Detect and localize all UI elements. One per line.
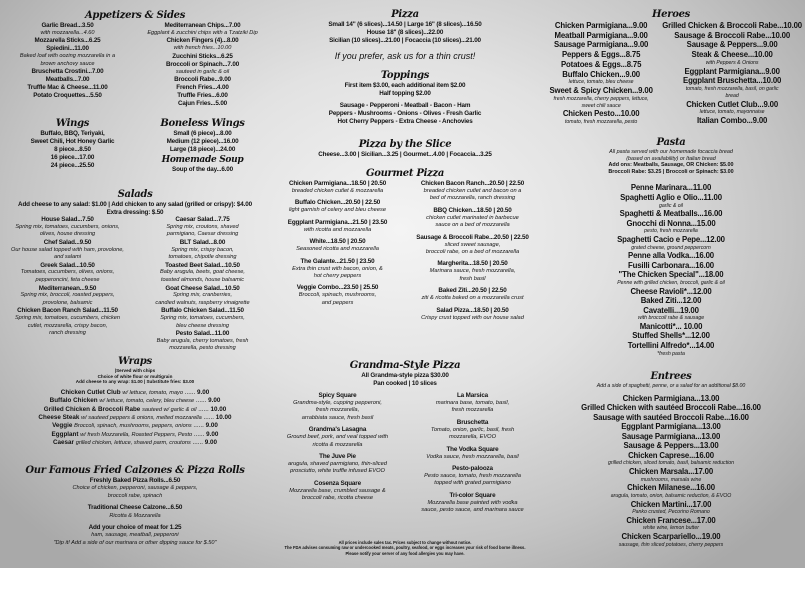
menu-item: Margherita...18.50 | 20.50	[437, 260, 508, 268]
menu-item: Sausage & Broccoli Rabe...10.00	[674, 30, 791, 40]
item-description: Ricotta & Mozzarella	[109, 512, 161, 519]
item-description: tomatoes, chipotle dressing	[168, 254, 237, 261]
section-title: Entrees	[650, 371, 692, 382]
section-grandma-pizza	[270, 359, 540, 515]
menu-item: Chicken Parmigiana...9.00	[554, 21, 648, 30]
menu-item: Cheese...3.00 | Sicilian...3.25 | Gourmet...4.00 | Focaccia...3.25	[318, 151, 492, 158]
menu-item: Chicken Parmigiana...13.00	[622, 393, 720, 403]
column	[0, 22, 135, 108]
menu-item: Grandma's Lasagna	[308, 426, 367, 434]
menu-item: Soup of the day...6.00	[172, 166, 233, 173]
wrap-item: Buffalo Chicken w/ lettuce, tomato, celery, bleu cheese ...... 9.00	[49, 397, 221, 405]
item-description: mozzarella, pesto dressing	[169, 345, 236, 352]
section-title: Wings	[55, 118, 90, 129]
note: Add cheese to any wrap: $1.00 | Substitute fries: $3.00	[75, 379, 195, 385]
item-description: with mozzarella...4.60	[40, 30, 95, 36]
menu-item: La Marsica	[456, 392, 489, 399]
menu-item: Sausage Parmigiana...13.00	[621, 431, 721, 441]
item-description: sliced sweet sausage,	[444, 241, 501, 248]
columns	[270, 392, 540, 515]
menu-item: Freshly Baked Pizza Rolls...6.50	[89, 477, 181, 484]
item-description: Spring mix, tomatoes, cucumbers,	[160, 314, 245, 321]
column	[405, 180, 540, 322]
menu-item: Chicken Cutlet Club...9.00	[686, 99, 779, 109]
menu-item: Small (6 piece)...8.00	[173, 130, 232, 137]
item-description: sausage, thin sliced potatoes, cherry peppers	[618, 541, 724, 548]
menu-item: Cavatelli...19.00	[643, 305, 699, 315]
column	[135, 216, 270, 353]
item-price: 10.00	[215, 414, 232, 421]
columns	[270, 180, 540, 322]
item-description: sweet chili sauce	[581, 102, 621, 109]
section-title: Pasta	[656, 137, 686, 148]
menu-item: Mediterranean...9.50	[38, 284, 97, 292]
item-name: Veggie	[52, 422, 73, 430]
item-description: breaded chicken cutlet & mozzarella	[291, 188, 384, 194]
item-description: broccoli rabe, on a bed of mozzarella	[425, 249, 520, 256]
menu-item: Eggplant Parmigiana...9.00	[684, 66, 780, 76]
item-description: Add a side of spaghetti, penne, or a salad for an additional $8.00	[596, 383, 746, 389]
menu-item: Eggplant Parmigiana...21.50 | 23.50	[287, 218, 388, 226]
menu-item: Extra dressing: $.50	[106, 208, 164, 216]
item-description: candied walnuts, raspberry vinaigrette	[155, 299, 250, 306]
item-description: pesto, fresh mozzarella	[644, 228, 698, 235]
item-description: prosciutto, white truffle infused EVOO	[290, 468, 385, 475]
item-description: fresh mozzarella	[451, 407, 494, 414]
item-description: with french fries...10.00	[173, 45, 232, 52]
section-pasta	[540, 136, 802, 357]
section-title: Appetizers & Sides	[84, 10, 186, 21]
menu-item: The Juve Pie	[319, 453, 356, 461]
menu-item: Grilled Chicken & Broccoli Rabe...10.00	[662, 21, 802, 30]
menu-item: Buffalo Chicken...9.00	[562, 69, 640, 79]
columns	[0, 216, 270, 353]
column	[540, 21, 662, 126]
item-description: breaded chicken cutlet and bacon on a	[423, 188, 522, 194]
item-description: chicken cutlet marinated in barbecue	[426, 214, 519, 221]
item-description: Mozzarella base, crumbled sausage &	[289, 487, 386, 494]
menu-item: Spaghetti Cacio e Pepe...12.00	[617, 234, 725, 244]
menu-item: Spaghetti Aglio e Olio...11.00	[620, 192, 722, 202]
item-description: with ricotta and mozzarella	[303, 226, 372, 233]
menu-item: Grilled Chicken with sautéed Broccoli Rabe...16.00	[581, 403, 761, 413]
menu-item: Spicy Square	[318, 392, 357, 399]
menu-item: Fusilli Carbonara...16.00	[628, 260, 714, 270]
item-description: Ground beef, pork, and veal topped with	[286, 434, 389, 441]
menu-item: Chicken Fingers (4)...8.00	[166, 37, 239, 45]
note: |Served with chips	[114, 368, 156, 373]
section-title: Wraps	[118, 356, 152, 367]
menu-item: Chicken Marsala...17.00	[628, 467, 714, 477]
item-name: Cheese Steak	[38, 414, 80, 421]
menu-item: Chicken Martini...17.00	[630, 499, 712, 509]
menu-item: Mozzarella Sticks...6.25	[34, 37, 101, 45]
menu-item: Sausage & Peppers...13.00	[623, 441, 719, 451]
section-pizza	[270, 8, 540, 63]
item-description: arrabbiata sauce, fresh basil	[301, 414, 374, 421]
menu-item: Gnocchi di Nonna...15.00	[626, 218, 716, 228]
section-calzones	[0, 464, 270, 547]
item-description: grilled chicken, sliced tomato, basil, balsamic reduction	[608, 460, 734, 467]
menu-item: Steak & Cheese...10.00	[691, 50, 773, 60]
item-description: lettuce, tomato, mayonnaise	[699, 109, 765, 116]
menu-item: Sausage Parmigiana...9.00	[554, 40, 649, 50]
item-description: Seasoned ricotta and mozzarella	[296, 246, 379, 253]
item-description: Pesto sauce, tomato, fresh mozzarella	[424, 473, 521, 480]
section-title: Our Famous Fried Calzones & Pizza Rolls	[25, 465, 245, 476]
tagline: If you prefer, ask us for a thin crust!	[334, 51, 476, 61]
column	[270, 180, 405, 322]
item-price: 9.00	[208, 397, 221, 405]
item-price: 9.00	[205, 422, 218, 430]
menu-item: Toasted Beet Salad...10.50	[165, 261, 240, 269]
menu-item: Buffalo, BBQ, Teriyaki,	[40, 130, 105, 137]
item-description: grated cheese, ground peppercorn	[631, 244, 711, 251]
menu-item: Chicken Francese...17.00	[626, 515, 716, 525]
menu-item: Chicken Bacon Ranch...20.50 | 22.50	[420, 180, 525, 187]
wrap-item: Grilled Chicken & Broccoli Rabe sauteed w/ garlic & oil ...... 10.00	[43, 405, 227, 413]
item-description: w/ fresh Mozzarella, Roasted Peppers, Pesto	[80, 431, 193, 438]
item-description: Broccoli, spinach, mushrooms,	[298, 292, 377, 299]
item-description: tomato, fresh mozzarella, basil, on garlic	[685, 86, 779, 93]
menu-item: 16 piece...17.00	[50, 154, 95, 161]
menu-item: Meatballs...7.00	[45, 76, 90, 84]
item-description: marinara base, tomato, basil,	[435, 400, 510, 406]
section-salads	[0, 188, 270, 353]
menu-item: House 18" (8 slices)...22.00	[366, 29, 444, 36]
item-description: brown anchovy sauce	[40, 60, 95, 67]
item-description: Baked loaf with oozing mozzarella in a	[19, 53, 116, 60]
section-wraps	[0, 355, 270, 448]
menu-item: Spiedini...11.00	[46, 45, 89, 53]
item-description: bed of mozzarella, ranch dressing	[429, 195, 516, 202]
menu-item: Cheese Ravioli*...12.00	[630, 286, 712, 296]
wrap-item: Chicken Cutlet Club w/ lettuce, tomato, mayo ...... 9.00	[60, 388, 210, 396]
menu-item: Small 14" (6 slices)...14.50 | Large 16" (8 slices)...16.50	[328, 21, 482, 28]
item-description: topped with grated parmigiano	[434, 480, 511, 487]
item-description: sauteed w/ garlic & oil	[142, 406, 197, 413]
item-description: "Dip it! Add a side of our marinara or other dipping sauce for $.50"	[53, 539, 217, 546]
menu-item: Sausage with sautéed Broccoli Rabe...16.00	[593, 412, 749, 422]
menu-item: 24 piece...25.50	[50, 162, 95, 169]
menu-item: Caesar Salad...7.75	[175, 216, 230, 224]
menu-item: "The Chicken Special"...18.00	[618, 270, 724, 280]
item-description: fresh basil	[459, 275, 486, 282]
menu-item: Peppers & Eggs...8.75	[561, 50, 641, 60]
menu-item: Traditional Cheese Calzone...6.50	[87, 504, 183, 512]
item-description: mozzarella, EVOO	[448, 434, 497, 441]
item-description: w/ lettuce, tomato, celery, bleu cheese	[99, 398, 195, 405]
menu-item: Manicotti*... 10.00	[639, 321, 703, 331]
section-title: Pizza by the Slice	[358, 139, 452, 150]
item-description: Spring mix, tomatoes, cucumbers, onions,	[15, 223, 120, 230]
section-entrees	[540, 370, 802, 549]
menu-item: Stuffed Shells*...12.00	[632, 331, 710, 341]
menu-item: Chicken Scarpariello...19.00	[621, 532, 721, 542]
item-description: with broccoli rabe & sausage	[637, 315, 705, 322]
section-title: Heroes	[652, 9, 690, 20]
menu-item: Eggplant Bruschetta...10.00	[683, 76, 782, 86]
menu-item: Half topping $2.00	[379, 90, 431, 97]
item-description: bread	[725, 92, 739, 99]
item-name: Grilled Chicken & Broccoli Rabe	[43, 405, 141, 413]
menu-item: Buffalo Chicken Salad...11.50	[161, 307, 244, 315]
item-description: Spring mix, broccoli, roasted peppers,	[20, 292, 115, 299]
menu-item: Veggie Combo...23.50 | 25.50	[296, 284, 379, 292]
menu-item: All Grandma-style pizza $30.00	[361, 372, 449, 379]
section-title: Salads	[117, 189, 153, 200]
item-description: broccoli rabe, spinach	[107, 492, 163, 499]
item-description: lettuce, tomato, bleu cheese	[568, 79, 634, 86]
menu-item: Penne Marinara...11.00	[630, 183, 712, 193]
item-description: sauce, pesto sauce, and marinara sauce	[421, 507, 524, 514]
menu-item: Cosenza Square	[314, 479, 361, 487]
menu-item: Sausage & Peppers...9.00	[686, 40, 778, 50]
note: Broccoli Rabe: $3.25 | Broccoli or Spinach: $3.00	[608, 168, 734, 175]
section-title: Toppings	[380, 70, 430, 81]
menu-item: Potatoes & Eggs...8.75	[560, 59, 642, 69]
menu-item: Baked Ziti...12.00	[640, 296, 702, 306]
item-description: garlic & oil	[659, 202, 683, 209]
item-price: 9.00	[204, 439, 218, 447]
menu-item: Potato Croquettes...5.50	[33, 92, 102, 100]
menu-item: The Vodka Square	[446, 445, 499, 453]
item-price: 9.00	[206, 430, 219, 438]
item-description: Spring mix, tomatoes, cucumbers, chicken	[14, 314, 121, 321]
item-description: light garnish of celery and bleu cheese	[288, 207, 387, 214]
menu-item: Tri-color Square	[449, 491, 496, 499]
section-toppings	[270, 69, 540, 126]
item-description: w/ sauteed peppers & onions, melted mozzarella	[81, 415, 202, 421]
item-description: All pasta served with our homemade focaccia bread	[609, 149, 733, 155]
menu-item: Pesto-palooza	[452, 465, 493, 473]
menu-item: Add your choice of meat for 1.25	[88, 524, 182, 532]
item-description: Baby arugula, cherry tomatoes, fresh	[156, 337, 249, 344]
item-description: Our house salad topped with ham, provolone,	[11, 246, 124, 253]
item-description: Vodka sauce, fresh mozzarella, basil	[426, 453, 519, 460]
menu-item: Italian Combo...9.00	[697, 116, 768, 126]
wrap-item: Cheese Steak w/ sauteed peppers & onions, melted mozzarella ...... 10.00	[38, 414, 232, 421]
menu-item: Chicken Caprese...16.00	[628, 450, 714, 460]
menu-item: French Fries...4.00	[176, 84, 229, 92]
item-description: provolone, balsamic	[42, 299, 93, 306]
item-description: toasted almonds, house balsamic	[160, 276, 245, 283]
column	[135, 22, 270, 108]
item-description: pepperoncini, feta cheese	[35, 276, 100, 283]
menu-item: Tortellini Alfredo*...14.00	[627, 341, 715, 351]
menu-item: Meatball Parmigiana...9.00	[554, 30, 648, 40]
item-description: ricotta & mozzarella	[312, 441, 363, 448]
menu-item: Sausage - Pepperoni - Meatball - Bacon - Ham	[339, 102, 471, 109]
section-gourmet-pizza	[270, 167, 540, 322]
menu-item: Spaghetti & Meatballs...16.00	[619, 209, 723, 219]
item-name: Eggplant	[51, 430, 79, 438]
section-wings	[0, 117, 145, 170]
item-description: Spring mix, cranberries,	[172, 292, 233, 299]
menu-item: Greek Salad...10.50	[40, 261, 95, 269]
item-description: ziti & ricotta baked on a mozzarella crust	[421, 295, 524, 302]
menu-item: Chicken Bacon Ranch Salad...11.50	[17, 307, 118, 315]
note: Choice of white flour or multigrain	[97, 373, 173, 379]
menu-item: Chicken Parmigiana...18.50 | 20.50	[288, 180, 387, 187]
note: The FDA advises consuming raw or undercooked meats, poultry, seafood, or eggs increases your risk of food borne illness.	[284, 545, 526, 551]
item-description: grilled chicken, lettuce, shaved parm, croutons	[75, 440, 191, 447]
item-description: tomato, fresh mozzarella, pesto	[564, 119, 638, 126]
item-description: Tomatoes, cucumbers, olives, onions,	[20, 269, 115, 276]
subsection-title: Homemade Soup	[161, 155, 244, 165]
item-description: Broccoli, spinach, mushrooms, peppers, onions	[74, 423, 192, 430]
item-description: *fresh pasta	[657, 350, 685, 357]
item-description: Choice of chicken, pepperoni, sausage & peppers,	[72, 485, 198, 492]
menu-item: First item $3.00, each additional item $2.00	[344, 82, 466, 89]
menu-item: Hot Cherry Peppers - Extra Cheese - Anchovies	[337, 118, 473, 125]
item-description: and salami	[53, 254, 82, 261]
menu-item: Bruschetta	[456, 418, 489, 426]
menu-item: Medium (12 piece)...16.00	[166, 138, 239, 145]
menu-item: Cajun Fries...5.00	[177, 100, 228, 108]
section-title: Grandma-Style Pizza	[349, 360, 461, 371]
section-boneless-wings	[135, 117, 270, 174]
menu-item: Penne alla Vodka...16.00	[628, 251, 714, 261]
menu-item: Bruschetta Crostini...7.00	[31, 68, 104, 76]
menu-item: Broccoli or Spinach...7.00	[165, 60, 240, 68]
section-appetizers	[0, 9, 270, 108]
note: Please notify your server of any food allergies you may have.	[345, 550, 465, 556]
menu-item: 8 piece...8.50	[54, 146, 91, 153]
item-description: Eggplant & zucchini chips with a Tzatziki Dip	[147, 30, 258, 36]
menu-item: BLT Salad...8.00	[179, 238, 226, 246]
item-description: Extra thin crust with bacon, onion, &	[292, 265, 383, 272]
item-description: ranch dressing	[49, 330, 86, 337]
menu-item: Sicilian (10 slices)...21.00 | Focaccia (10 slices)...21.00	[329, 37, 481, 44]
item-description: arugula, shaved parmigiano, thin-sliced	[288, 461, 387, 468]
item-name: Buffalo Chicken	[49, 397, 98, 405]
wrap-item: Eggplant w/ fresh Mozzarella, Roasted Peppers, Pesto ...... 9.00	[51, 430, 219, 438]
menu-item: Add cheese to any salad: $1.00 | Add chicken to any salad (grilled or crispy): $4.00	[18, 201, 252, 208]
section-pizza-by-slice	[270, 138, 540, 159]
item-description: with Peppers & Onions	[705, 59, 759, 66]
columns	[540, 21, 802, 126]
menu-item: Pesto Salad...11.00	[175, 330, 230, 338]
item-name: Chicken Cutlet Club	[60, 388, 121, 396]
item-description: olives, house dressing	[39, 231, 96, 238]
footer-notice	[270, 540, 540, 556]
menu-item: Buffalo Chicken...20.50 | 22.50	[294, 199, 381, 207]
menu-item: Truffle Mac & Cheese...11.00	[27, 84, 108, 92]
column	[405, 392, 540, 515]
section-title: Gourmet Pizza	[365, 168, 445, 179]
item-description: Penne with grilled chicken, broccoli, garlic & oil	[617, 279, 725, 286]
note: Add ons: Meatballs, Sausage, OR Chicken: $5.00	[608, 162, 734, 169]
menu-item: The Galante...21.50 | 23.50	[300, 257, 375, 265]
menu-item: Garlic Bread...3.50	[41, 22, 94, 29]
menu-item: Broccoli Rabe...9.00	[174, 76, 231, 84]
item-description: bleu cheese dressing	[176, 322, 229, 329]
menu-item: Sausage & Broccoli Rabe...20.50 | 22.50	[416, 233, 529, 241]
menu-item: Chef Salad...9.50	[43, 238, 92, 246]
section-title: Boneless Wings	[160, 118, 245, 129]
menu-item: Salad Pizza...18.50 | 20.50	[436, 306, 509, 314]
item-description: white wine, lemon butter	[643, 525, 699, 532]
item-description: Marinara sauce, fresh mozzarella,	[429, 268, 516, 275]
item-description: Tomato, onion, garlic, basil, fresh	[430, 426, 515, 433]
item-description: mushrooms, marsala wine	[640, 476, 702, 483]
item-description: Crispy crust topped with our house salad	[421, 314, 524, 321]
item-description: ham, sausage, meatball, pepperoni	[91, 532, 179, 539]
column	[0, 216, 135, 353]
item-description: hot cherry peppers	[313, 273, 362, 280]
menu-item: House Salad...7.50	[41, 216, 94, 224]
column	[662, 21, 802, 126]
wrap-item: Veggie Broccoli, spinach, mushrooms, peppers, onions ...... 9.00	[52, 422, 218, 430]
columns	[0, 22, 270, 108]
item-description: Baby arugula, beets, goat cheese,	[160, 269, 245, 276]
menu-item: White...18.50 | 20.50	[309, 238, 366, 246]
menu-item: Chicken Pesto...10.00	[562, 109, 640, 119]
item-price: 9.00	[196, 388, 210, 396]
item-description: cutlet, mozzarella, crispy bacon,	[27, 322, 108, 329]
item-description: broccoli rabe, ricotta cheese	[301, 495, 374, 502]
item-description: parmigiano, Caesar dressing	[166, 231, 239, 238]
menu-item: Zucchini Sticks...6.25	[172, 52, 233, 60]
item-description: fresh mozzarella, cherry peppers, lettuce,	[553, 95, 649, 102]
menu-item: Eggplant Parmigiana...13.00	[621, 422, 721, 432]
item-description: arugula, tomato, onion, balsamic reduction, & EVOO	[610, 492, 732, 499]
menu-item: Truffle Fries...6.00	[177, 92, 228, 100]
section-title: Pizza	[391, 9, 419, 20]
menu-item: Chicken Milanese...16.00	[627, 483, 715, 493]
item-description: Grandma-style, cupping pepperoni,	[293, 400, 382, 406]
menu-item: BBQ Chicken...18.50 | 20.50	[433, 206, 512, 214]
menu-item: Baked Ziti...20.50 | 22.50	[438, 287, 507, 295]
menu-item: Sweet Chili, Hot Honey Garlic	[30, 138, 115, 145]
menu-item: Mediterranean Chips...7.00	[164, 22, 241, 29]
menu-item: Peppers - Mushrooms - Onions - Olives - Fresh Garlic	[328, 110, 482, 117]
item-description: sauce on a bed of mozzarella	[435, 222, 510, 229]
menu-item: Sweet & Spicy Chicken...9.00	[549, 86, 653, 96]
item-description: Spring mix, crispy bacon,	[171, 246, 234, 253]
item-description: and peppers	[321, 299, 354, 306]
menu-item: Goat Cheese Salad...10.50	[165, 284, 240, 292]
item-description: fresh mozzarella,	[315, 407, 360, 414]
item-description: sauteed in garlic & oil	[175, 68, 230, 75]
section-heroes	[540, 8, 802, 126]
column	[270, 392, 405, 515]
item-description: (based on availability) or Italian bread	[626, 155, 716, 162]
item-price: 10.00	[210, 405, 227, 413]
item-description: Spring mix, croutons, shaved	[166, 223, 239, 230]
item-description: w/ lettuce, tomato, mayo	[122, 389, 183, 396]
item-description: Mozzarella base painted with vodka	[427, 499, 518, 506]
note: All prices include sales tax. Prices subject to change without notice.	[338, 540, 472, 545]
menu-item: Pan cooked | 10 slices	[373, 380, 437, 387]
menu-item: Large (18 piece)...24.00	[169, 146, 236, 153]
item-description: Panko crusted, Pecorino Romano	[632, 509, 710, 516]
item-name: Caesar	[52, 439, 74, 447]
wrap-item: Caesar grilled chicken, lettuce, shaved parm, croutons ...... 9.00	[52, 439, 218, 447]
